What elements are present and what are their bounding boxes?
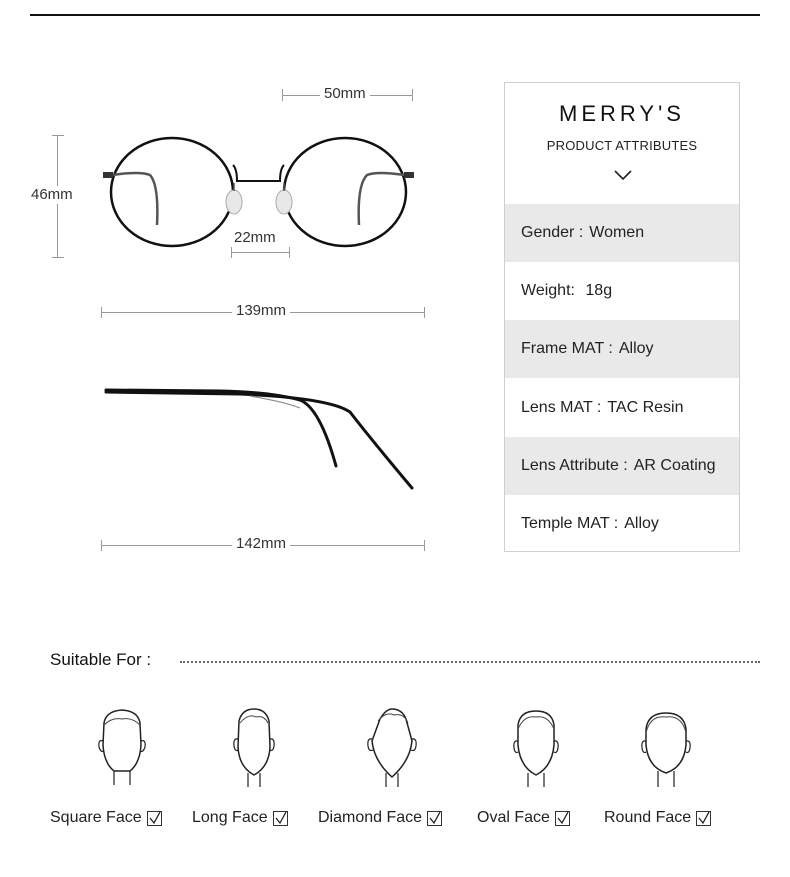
face-label-text: Long Face [192,809,268,826]
lens-width-label: 50mm [320,85,370,103]
frame-width-tick-left [101,307,102,318]
attr-value: AR Coating [633,457,716,474]
attr-row-temple-mat [505,495,739,553]
frame-width-label: 139mm [232,302,290,320]
lens-height-tick-top [52,135,64,136]
attr-key: Weight: [521,282,575,299]
attr-value: Alloy [624,515,659,532]
bridge-tick-right [289,247,290,258]
diamond-face-icon [362,705,422,789]
square-face-icon [94,705,150,789]
attr-value: TAC Resin [607,399,684,416]
bridge-label: 22mm [234,229,276,246]
glasses-side-illustration [100,378,420,498]
suitable-for-title: Suitable For : [50,650,152,669]
attr-row-gender [505,204,739,262]
brand-logo: MERRY'S [559,101,685,126]
round-face-icon [636,705,696,789]
attr-value: Alloy [618,340,654,357]
product-attributes-panel [504,82,740,552]
checkbox-checked-icon [273,811,288,826]
oval-face-icon [506,705,566,789]
frame-width-tick-right [424,307,425,318]
attr-row-weight [505,262,739,320]
attr-row-lens-mat [505,379,739,437]
lens-height-tick-bottom [52,257,64,258]
attr-key: Frame MAT : [521,340,613,357]
bridge-tick-left [231,247,232,258]
attr-key: Lens MAT : [521,399,602,416]
face-label-diamond [318,809,442,827]
long-face-icon [226,705,282,789]
checkbox-checked-icon [427,811,442,826]
attr-value: Women [589,224,645,241]
face-label-text: Round Face [604,809,692,826]
face-label-text: Square Face [50,809,142,826]
face-label-round [604,809,711,827]
temple-length-tick-right [424,540,425,551]
lens-width-tick-right [412,89,413,101]
top-divider [30,14,760,16]
attr-key: Gender : [521,224,584,241]
dotted-divider [180,661,760,663]
attr-key: Lens Attribute : [521,457,628,474]
bridge-line [231,252,289,253]
checkbox-checked-icon [555,811,570,826]
panel-subtitle: PRODUCT ATTRIBUTES [546,138,698,153]
checkbox-checked-icon [696,811,711,826]
temple-length-label: 142mm [232,535,290,553]
checkbox-checked-icon [147,811,162,826]
lens-width-tick-left [282,89,283,101]
lens-height-label: 46mm [27,186,77,204]
attr-row-frame-mat [505,320,739,378]
face-label-oval [477,809,570,827]
face-label-text: Diamond Face [318,809,423,826]
attr-value: 18g [580,282,613,299]
chevron-down-icon [613,169,633,181]
temple-length-tick-left [101,540,102,551]
attr-row-lens-attribute [505,437,739,495]
face-label-text: Oval Face [477,809,550,826]
face-label-long [192,809,288,827]
attr-key: Temple MAT : [521,515,619,532]
face-label-square [50,809,162,827]
